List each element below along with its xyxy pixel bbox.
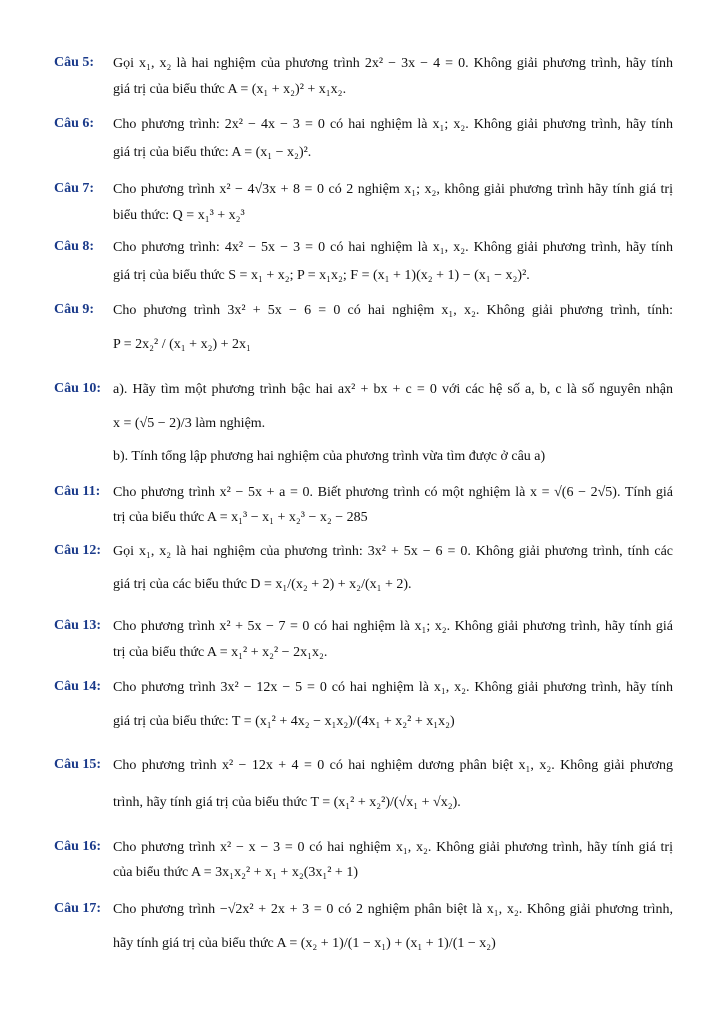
formula-line: giá trị của các biểu thức D = x₁/(x₂ + 2) + x₂/(x₁ + 2).: [113, 577, 412, 592]
question-line: biểu thức: Q = x₁³ + x₂³: [113, 208, 245, 223]
formula-line: giá trị của biểu thức: T = (x₁² + 4x₂ − x₁x₂)/(4x₁ + x₂² + x₁x₂): [113, 714, 455, 729]
question-label: Câu 5:: [54, 55, 95, 70]
question-label: Câu 11:: [54, 484, 101, 499]
question-label: Câu 7:: [54, 181, 95, 196]
question-line: Cho phương trình −√2x² + 2x + 3 = 0 có 2 nghiệm phân biệt là x₁, x₂. Không giải phương trình,: [113, 902, 673, 917]
question-label: Câu 17:: [54, 901, 102, 916]
question-line: trị của biểu thức A = x₁³ − x₁ + x₂³ − x₂ − 285: [113, 510, 368, 525]
question-label: Câu 8:: [54, 239, 95, 254]
question-line: Cho phương trình: 2x² − 4x − 3 = 0 có hai nghiệm là x₁; x₂. Không giải phương trình, hãy tính: [113, 117, 673, 132]
question-line: Cho phương trình x² − 5x + a = 0. Biết phương trình có một nghiệm là x = √(6 − 2√5). Tính giá: [113, 485, 673, 500]
question-line: Cho phương trình: 4x² − 5x − 3 = 0 có hai nghiệm là x₁, x₂. Không giải phương trình, hãy tính: [113, 240, 673, 255]
question-line: trị của biểu thức A = x₁² + x₂² − 2x₁x₂.: [113, 645, 328, 660]
question-label: Câu 15:: [54, 757, 102, 772]
question-line: Gọi x₁, x₂ là hai nghiệm của phương trình 2x² − 3x − 4 = 0. Không giải phương trình, hãy tính: [113, 56, 673, 71]
formula-line: x = (√5 − 2)/3 làm nghiệm.: [113, 416, 266, 431]
question-label: Câu 6:: [54, 116, 95, 131]
question-line: Cho phương trình 3x² + 5x − 6 = 0 có hai nghiệm x₁, x₂. Không giải phương trình, tính:: [113, 303, 673, 318]
question-line: giá trị của biểu thức: A = (x₁ − x₂)².: [113, 145, 312, 160]
question-label: Câu 16:: [54, 839, 102, 854]
question-line: Cho phương trình 3x² − 12x − 5 = 0 có hai nghiệm là x₁, x₂. Không giải phương trình, hãy tính: [113, 680, 673, 695]
question-label: Câu 10:: [54, 381, 102, 396]
formula-line: P = 2x₂² / (x₁ + x₂) + 2x₁: [113, 337, 251, 352]
question-line: giá trị của biểu thức S = x₁ + x₂; P = x₁x₂; F = (x₁ + 1)(x₂ + 1) − (x₁ − x₂)².: [113, 268, 530, 283]
question-label: Câu 14:: [54, 679, 102, 694]
question-line: giá trị của biểu thức A = (x₁ + x₂)² + x₁x₂.: [113, 82, 347, 97]
formula-line: hãy tính giá trị của biểu thức A = (x₂ + 1)/(1 − x₁) + (x₁ + 1)/(1 − x₂): [113, 936, 496, 951]
question-line: Gọi x₁, x₂ là hai nghiệm của phương trình: 3x² + 5x − 6 = 0. Không giải phương trình, tính các: [113, 544, 673, 559]
question-line: a). Hãy tìm một phương trình bậc hai ax² + bx + c = 0 với các hệ số a, b, c là số nguyên nhận: [113, 382, 673, 397]
formula-line: trình, hãy tính giá trị của biểu thức T = (x₁² + x₂²)/(√x₁ + √x₂).: [113, 795, 461, 810]
question-line: Cho phương trình x² − 12x + 4 = 0 có hai nghiệm dương phân biệt x₁, x₂. Không giải phương: [113, 758, 673, 773]
question-line: Cho phương trình x² − x − 3 = 0 có hai nghiệm x₁, x₂. Không giải phương trình, hãy tính giá trị: [113, 840, 673, 855]
question-line: Cho phương trình x² − 4√3x + 8 = 0 có 2 nghiệm x₁; x₂, không giải phương trình hãy tính giá trị: [113, 182, 673, 197]
question-label: Câu 9:: [54, 302, 95, 317]
question-label: Câu 13:: [54, 618, 102, 633]
question-line: của biểu thức A = 3x₁x₂² + x₁ + x₂(3x₁² + 1): [113, 865, 358, 880]
question-line: Cho phương trình x² + 5x − 7 = 0 có hai nghiệm là x₁; x₂. Không giải phương trình, hãy tính giá: [113, 619, 673, 634]
question-line: b). Tính tổng lập phương hai nghiệm của phương trình vừa tìm được ở câu a): [113, 449, 546, 464]
question-label: Câu 12:: [54, 543, 102, 558]
